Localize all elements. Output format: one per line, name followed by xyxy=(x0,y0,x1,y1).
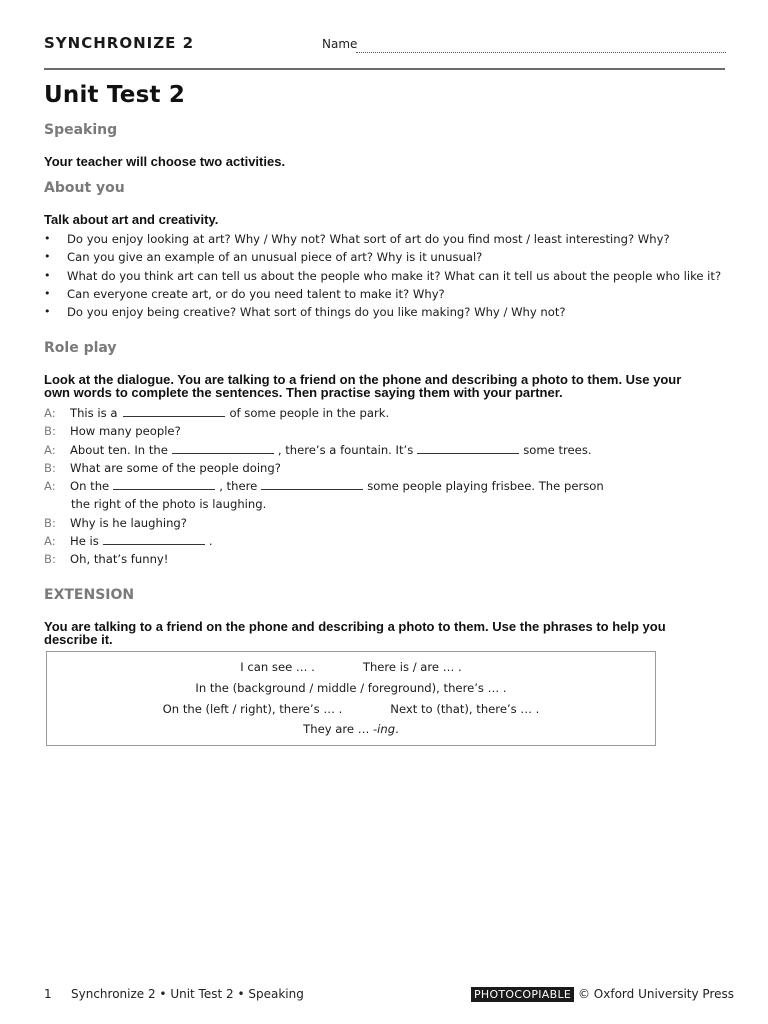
phrase: There is / are … . xyxy=(362,660,462,674)
question-text: Can you give an example of an unusual piece of art? Why is it unusual? xyxy=(67,250,483,265)
about-you-instruction: Talk about art and creativity. xyxy=(44,212,219,227)
header-divider xyxy=(44,68,725,70)
dialogue-text: He is . xyxy=(70,534,213,549)
copyright-text: © Oxford University Press xyxy=(577,987,734,1001)
copyright-block xyxy=(471,987,734,1001)
page-footer xyxy=(44,987,734,1005)
list-item xyxy=(44,248,734,266)
question-text: Do you enjoy looking at art? Why / Why not? What sort of art do you find most / least interesting? Why? xyxy=(67,232,670,246)
extension-instruction: You are talking to a friend on the phone and describing a photo to them. Use the phrases to help you describe it. xyxy=(44,619,666,647)
dialogue-text: On the , there some people playing frisbee. The person xyxy=(70,479,604,494)
bullet-icon: • xyxy=(44,305,51,319)
speaking-heading: Speaking xyxy=(44,122,118,138)
answer-blank[interactable] xyxy=(261,478,363,490)
dialogue-line xyxy=(44,459,734,477)
answer-blank[interactable] xyxy=(172,442,274,454)
about-you-question-list xyxy=(44,230,734,321)
speaker-label: A: xyxy=(44,406,56,420)
question-text: What do you think art can tell us about the people who make it? What can it tell us about the people who like it? xyxy=(67,268,722,283)
dialogue-line xyxy=(44,532,734,550)
answer-blank[interactable] xyxy=(417,442,519,454)
role-play-heading: Role play xyxy=(44,340,117,356)
phrase-row xyxy=(47,722,655,736)
dialogue-line xyxy=(44,441,734,459)
page-title: Unit Test 2 xyxy=(44,82,186,108)
list-item xyxy=(44,303,734,321)
dialogue-text: About ten. In the , there’s a fountain. It’s some trees. xyxy=(70,442,592,457)
synchronize-logo: SYNCHRONIZE 2 xyxy=(44,34,194,52)
dialogue-line xyxy=(44,550,734,568)
phrase-row xyxy=(47,660,655,674)
extension-phrase-box xyxy=(46,651,656,746)
role-play-instruction: Look at the dialogue. You are talking to a friend on the phone and describing a photo to them. Use your own words to complete the sentences. Then practise saying them with your partner. xyxy=(44,372,682,400)
answer-blank[interactable] xyxy=(123,405,225,417)
speaking-instruction: Your teacher will choose two activities. xyxy=(44,154,286,169)
phrase: In the (background / middle / foreground), there’s … . xyxy=(195,681,507,695)
speaker-label: B: xyxy=(44,460,56,475)
phrase-row xyxy=(47,702,655,716)
list-item xyxy=(44,285,734,303)
dialogue-line xyxy=(44,477,734,495)
list-item xyxy=(44,230,734,248)
name-field-line[interactable] xyxy=(356,52,726,53)
bullet-icon: • xyxy=(44,286,51,300)
phrase: On the (left / right), there’s … . xyxy=(162,702,343,716)
photocopiable-badge: PHOTOCOPIABLE xyxy=(471,987,574,1002)
dialogue-text: This is a of some people in the park. xyxy=(70,406,390,420)
footer-breadcrumb: Synchronize 2 • Unit Test 2 • Speaking xyxy=(71,987,304,1001)
speaker-label: A: xyxy=(44,479,56,494)
dialogue-text: Why is he laughing? xyxy=(70,515,187,530)
extension-heading: EXTENSION xyxy=(44,587,135,603)
bullet-icon: • xyxy=(44,232,51,245)
dialogue-line xyxy=(44,422,734,440)
question-text: Do you enjoy being creative? What sort of things do you like making? Why / Why not? xyxy=(67,305,566,320)
about-you-heading: About you xyxy=(44,180,125,196)
dialogue-line xyxy=(44,404,734,422)
phrase: I can see … . xyxy=(240,660,315,674)
list-item xyxy=(44,267,734,285)
speaker-label: B: xyxy=(44,552,56,567)
speaker-label: B: xyxy=(44,424,56,439)
name-label: Name xyxy=(322,37,358,51)
dialogue-text: the right of the photo is laughing. xyxy=(71,497,267,512)
question-text: Can everyone create art, or do you need talent to make it? Why? xyxy=(67,286,445,301)
dialogue-text: What are some of the people doing? xyxy=(70,460,281,475)
phrase: They are … -ing. xyxy=(303,722,399,736)
speaker-label: A: xyxy=(44,442,56,457)
speaker-label: A: xyxy=(44,534,56,549)
bullet-icon: • xyxy=(44,250,51,264)
role-play-dialogue xyxy=(44,404,734,569)
bullet-icon: • xyxy=(44,268,51,282)
page-number: 1 xyxy=(44,987,52,1001)
answer-blank[interactable] xyxy=(103,533,205,545)
dialogue-line xyxy=(44,514,734,532)
answer-blank[interactable] xyxy=(113,478,215,490)
dialogue-text: How many people? xyxy=(70,424,181,439)
phrase-row xyxy=(47,681,655,695)
dialogue-text: Oh, that’s funny! xyxy=(70,552,169,567)
dialogue-line-continuation xyxy=(44,495,734,513)
phrase: Next to (that), there’s … . xyxy=(390,702,540,716)
speaker-label: B: xyxy=(44,515,56,530)
